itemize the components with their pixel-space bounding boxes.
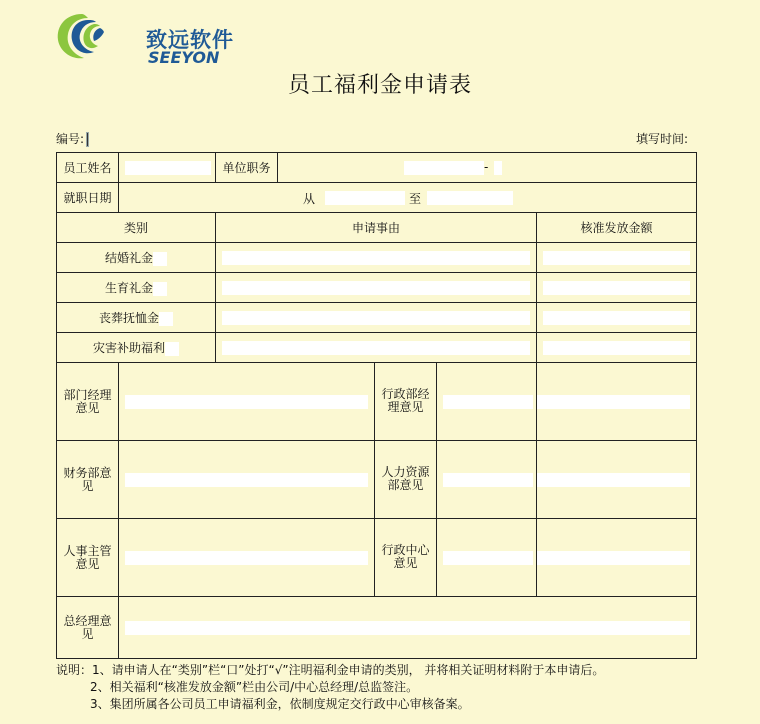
dept-manager-opinion-cell bbox=[119, 363, 375, 441]
start-date-label: 就职日期 bbox=[57, 183, 119, 213]
seeyon-swirl-icon bbox=[54, 10, 110, 62]
opinion-row bbox=[57, 441, 697, 519]
reason-cell bbox=[216, 243, 537, 273]
reason-cell bbox=[216, 273, 537, 303]
brand-name-en: SEEYON bbox=[148, 48, 220, 67]
general-manager-opinion-cell bbox=[119, 597, 697, 659]
category-row bbox=[57, 333, 697, 363]
reason-input[interactable] bbox=[222, 281, 530, 295]
reason-cell bbox=[216, 303, 537, 333]
category-cell bbox=[57, 273, 216, 303]
hr-opinion-cell bbox=[375, 441, 537, 519]
category-header: 类别 bbox=[57, 213, 216, 243]
amount-input[interactable] bbox=[543, 251, 690, 265]
note-line: 2、相关福利“核准发放金额”栏由公司/中心总经理/总监签注。 bbox=[90, 680, 419, 694]
number-row bbox=[56, 130, 89, 147]
amount-input[interactable] bbox=[543, 341, 690, 355]
category-checkbox[interactable] bbox=[165, 342, 179, 356]
fill-time-label: 填写时间: bbox=[635, 132, 688, 146]
hr-opinion-input[interactable] bbox=[443, 473, 533, 487]
category-label: 结婚礼金 bbox=[104, 251, 153, 265]
amount-cell bbox=[537, 273, 697, 303]
form-title: 员工福利金申请表 bbox=[287, 73, 472, 98]
from-label: 从 bbox=[303, 192, 316, 206]
admin-dept-opinion-input[interactable] bbox=[443, 395, 533, 409]
reason-cell bbox=[216, 333, 537, 363]
category-row bbox=[57, 303, 697, 333]
admin-dept-opinion-label: 行政部经理意见 bbox=[375, 362, 437, 440]
note-line: 说明：1、请申请人在“类别”栏“口”处打“√”注明福利金申请的类别， 并将相关证明材料附于本申请后。 bbox=[56, 663, 605, 677]
position-separator: - bbox=[484, 160, 489, 174]
finance-opinion-cell bbox=[119, 441, 375, 519]
category-header-row bbox=[57, 213, 697, 243]
reason-input[interactable] bbox=[222, 311, 530, 325]
hr-opinion-label: 人力资源部意见 bbox=[375, 440, 437, 518]
amount-input[interactable] bbox=[543, 311, 690, 325]
admin-center-opinion-cell bbox=[375, 519, 537, 597]
employee-row bbox=[57, 153, 697, 183]
employee-name-cell bbox=[119, 153, 216, 183]
position-cell bbox=[278, 153, 697, 183]
finance-opinion-label: 财务部意见 bbox=[57, 441, 119, 519]
category-checkbox[interactable] bbox=[153, 282, 167, 296]
start-date-from-input[interactable] bbox=[325, 191, 405, 205]
reason-input[interactable] bbox=[222, 251, 530, 265]
opinion-row bbox=[57, 519, 697, 597]
category-label: 灾害补助福利 bbox=[92, 341, 165, 355]
start-date-row bbox=[57, 183, 697, 213]
employee-name-input[interactable] bbox=[125, 161, 211, 175]
category-checkbox[interactable] bbox=[153, 252, 167, 266]
number-input[interactable] bbox=[86, 132, 89, 147]
employee-name-label: 员工姓名 bbox=[57, 153, 119, 183]
personnel-opinion-input[interactable] bbox=[125, 551, 368, 565]
category-row bbox=[57, 273, 697, 303]
number-label: 编号: bbox=[56, 132, 85, 146]
admin-dept-opinion-cell-2 bbox=[537, 363, 697, 441]
seeyon-logo bbox=[54, 10, 234, 67]
amount-cell bbox=[537, 243, 697, 273]
reason-input[interactable] bbox=[222, 341, 530, 355]
hr-opinion-cell-2 bbox=[537, 441, 697, 519]
reason-header: 申请事由 bbox=[216, 213, 537, 243]
category-label: 生育礼金 bbox=[104, 281, 153, 295]
category-cell bbox=[57, 303, 216, 333]
job-title-input[interactable] bbox=[494, 161, 502, 175]
category-checkbox[interactable] bbox=[159, 312, 173, 326]
start-date-to-input[interactable] bbox=[427, 191, 513, 205]
opinion-row bbox=[57, 363, 697, 441]
amount-cell bbox=[537, 333, 697, 363]
personnel-opinion-label: 人事主管意见 bbox=[57, 519, 119, 597]
category-row bbox=[57, 243, 697, 273]
admin-center-opinion-input[interactable] bbox=[443, 551, 533, 565]
category-cell bbox=[57, 243, 216, 273]
dept-manager-opinion-label: 部门经理意见 bbox=[57, 363, 119, 441]
start-date-cell bbox=[119, 183, 697, 213]
dept-manager-opinion-input[interactable] bbox=[125, 395, 368, 409]
general-manager-opinion-label: 总经理意见 bbox=[57, 597, 119, 659]
to-label: 至 bbox=[409, 192, 422, 206]
admin-center-opinion-input-2[interactable] bbox=[537, 551, 690, 565]
admin-dept-opinion-cell bbox=[375, 363, 537, 441]
personnel-opinion-cell bbox=[119, 519, 375, 597]
hr-opinion-input-2[interactable] bbox=[537, 473, 690, 487]
note-line: 3、集团所属各公司员工申请福利金，依制度规定交行政中心审核备案。 bbox=[90, 697, 470, 711]
category-cell bbox=[57, 333, 216, 363]
finance-opinion-input[interactable] bbox=[125, 473, 368, 487]
unit-input[interactable] bbox=[404, 161, 484, 175]
opinion-row bbox=[57, 597, 697, 659]
amount-cell bbox=[537, 303, 697, 333]
notes bbox=[56, 662, 604, 713]
amount-header: 核准发放金额 bbox=[537, 213, 697, 243]
application-table bbox=[56, 152, 697, 659]
amount-input[interactable] bbox=[543, 281, 690, 295]
admin-center-opinion-cell-2 bbox=[537, 519, 697, 597]
position-label: 单位职务 bbox=[216, 153, 278, 183]
general-manager-opinion-input[interactable] bbox=[125, 621, 690, 635]
brand-name-cn: 致远软件 bbox=[146, 28, 234, 52]
category-label: 丧葬抚恤金 bbox=[98, 311, 159, 325]
admin-center-opinion-label: 行政中心意见 bbox=[375, 518, 437, 596]
admin-dept-opinion-input-2[interactable] bbox=[537, 395, 690, 409]
